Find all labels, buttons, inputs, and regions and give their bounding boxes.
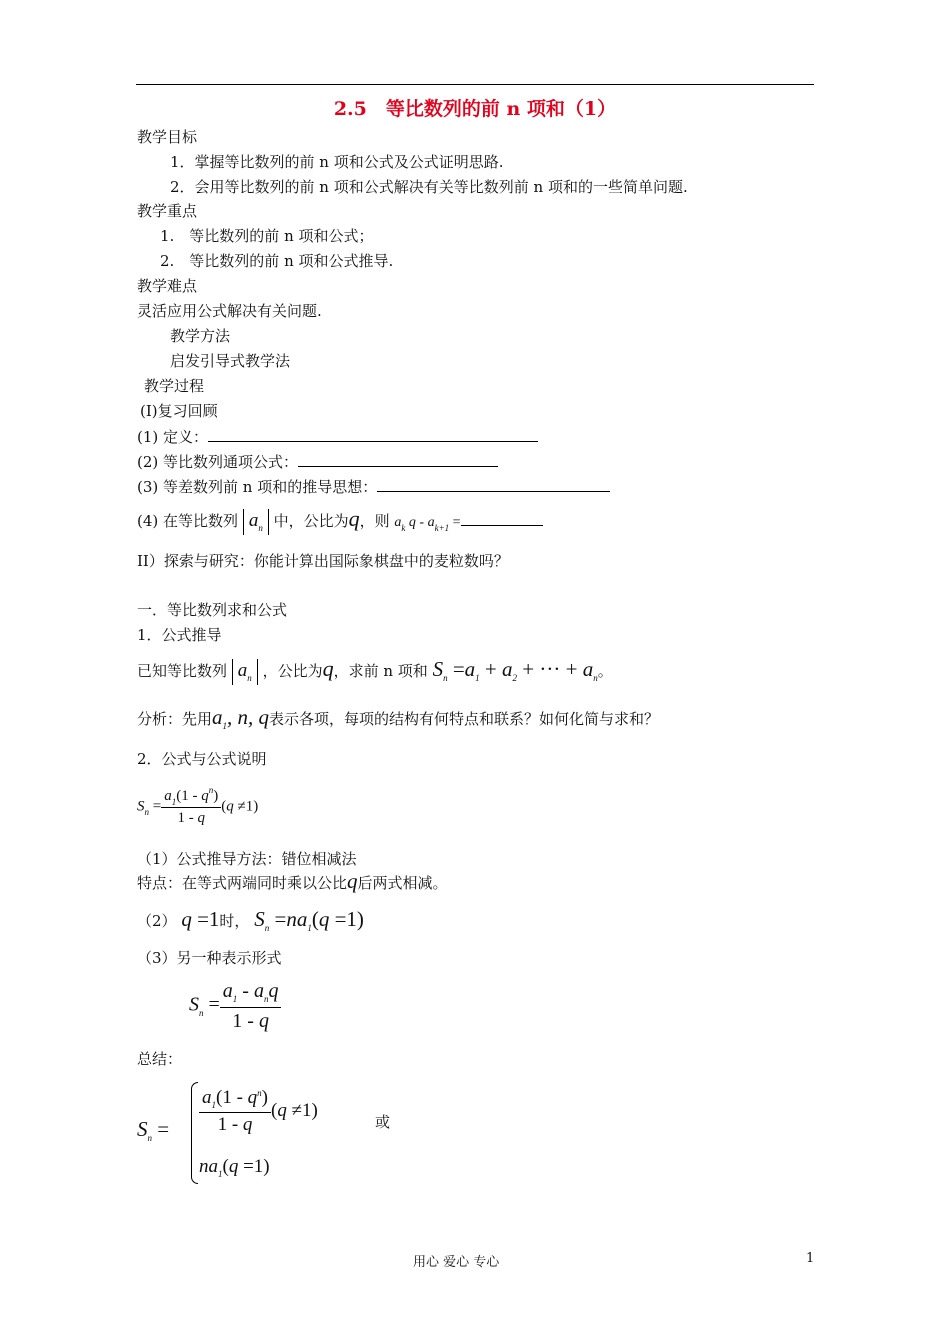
piecewise-fraction: $\frac{a_1(1 - q^n)}{1 - q}$ — [199, 1086, 271, 1137]
subsection-2-heading: 2．公式与公式说明 — [137, 750, 267, 768]
explore-question: II）探索与研究：你能计算出国际象棋盘中的麦粒数吗？ — [137, 552, 509, 570]
feature-q-symbol: q — [347, 869, 358, 893]
goal-item-1: 1．掌握等比数列的前 n 项和公式及公式证明思路. — [170, 153, 504, 171]
section-1-heading: 一．等比数列求和公式 — [137, 601, 288, 619]
page-number: 1 — [806, 1251, 815, 1266]
goal-item-2: 2．会用等比数列的前 n 项和公式解决有关等比数列前 n 项和的一些简单问题. — [170, 178, 688, 196]
note-3: （3）另一种表示形式 — [137, 949, 282, 967]
given-end-mark: 。 — [597, 662, 613, 680]
method-text: 启发引导式教学法 — [170, 352, 291, 370]
partial-sum-formula: $S_n =a_1 + a_2$ + ··· + $a_n$ — [432, 657, 598, 683]
piecewise-case-1: $\frac{a_1(1 - q^n)}{1 - q}$ (q ≠1) — [199, 1086, 318, 1137]
answer-blank-3[interactable] — [377, 477, 610, 492]
section-heading-method: 教学方法 — [170, 327, 231, 345]
sum-formula-fraction: $\frac{a_1(1 - q^n)}{1 - q}$ — [161, 786, 221, 828]
piecewise-brace — [191, 1082, 198, 1184]
analysis-question: 表示各项，每项的结构有何特点和联系？如何化简与求和？ — [269, 710, 660, 728]
subsection-1-heading: 1．公式推导 — [137, 626, 222, 644]
a1-n-q-formula: $a_1$, n, q — [212, 705, 270, 731]
or-text: 或 — [375, 1113, 391, 1131]
sequence-an-formula-2: $a_n$ — [232, 659, 258, 685]
focus-item-1: 1. 等比数列的前 n 项和公式； — [160, 227, 374, 245]
ratio-text: 中，公比为 — [273, 512, 349, 530]
then-text: ，则 — [359, 512, 390, 530]
piecewise-sn-label: $S_n$ = — [137, 1117, 170, 1143]
given-label: 已知等比数列 — [137, 662, 228, 680]
review-question-3 — [137, 477, 610, 496]
ratio-expression-formula: $a_k$ q - $a_{k+1}$ = — [394, 515, 461, 533]
feature-tail: 后两式相减。 — [357, 874, 448, 892]
answer-blank-2[interactable] — [298, 452, 498, 467]
q-equals-1-formula: q =1 — [181, 907, 220, 931]
difficulty-text: 灵活应用公式解决有关问题. — [137, 302, 322, 320]
analysis-label: 分析：先用 — [137, 710, 213, 728]
given-sum-text: ，求前 n 项和 — [333, 662, 428, 680]
answer-blank-1[interactable] — [208, 427, 538, 442]
review-question-1-label: (1) 定义： — [137, 428, 209, 446]
review-question-2 — [137, 452, 498, 471]
section-heading-focus: 教学重点 — [137, 202, 198, 220]
analysis-statement — [137, 704, 659, 734]
sum-formula-main: $S_n$ = $\frac{a_1(1 - q^n)}{1 - q}$ (q ≠1) — [137, 785, 259, 826]
section-heading-goals: 教学目标 — [137, 128, 198, 146]
review-question-2-label: (2) 等比数列通项公式： — [137, 453, 299, 471]
answer-blank-4[interactable] — [461, 511, 543, 526]
alt-formula-fraction: $\frac{a_1 - a_nq}{1 - q}$ — [220, 978, 282, 1034]
section-heading-difficulty: 教学难点 — [137, 277, 198, 295]
review-question-3-label: (3) 等差数列前 n 项和的推导思想： — [137, 478, 378, 496]
feature-label: 特点：在等式两端同时乘以公比 — [137, 874, 348, 892]
given-statement — [137, 655, 613, 687]
review-question-4-label: (4) 在等比数列 — [137, 512, 239, 530]
summary-label: 总结： — [137, 1050, 183, 1068]
piecewise-case-2: $na_1(q =1)$ — [199, 1156, 270, 1179]
sequence-an-formula: $a_n$ — [243, 509, 269, 535]
footer-slogan: 用心 爱心 专心 — [413, 1255, 500, 1270]
note-2-label: （2） — [137, 912, 177, 930]
review-question-4 — [137, 506, 543, 536]
given-q-symbol: q — [322, 656, 334, 681]
sum-formula-alternative: $S_n$ = $\frac{a_1 - a_nq}{1 - q}$ — [189, 978, 281, 1034]
top-rule — [136, 84, 814, 85]
note-2-when: 时， — [219, 912, 250, 930]
section-heading-process: 教学过程 — [144, 377, 205, 395]
sum-when-q1-formula: $S_n =na_1(q =1)$ — [254, 907, 364, 933]
feature-statement — [137, 869, 448, 893]
note-2 — [137, 906, 364, 936]
review-heading: (I)复习回顾 — [140, 402, 218, 420]
ratio-q-symbol: q — [348, 506, 360, 531]
focus-item-2: 2. 等比数列的前 n 项和公式推导. — [160, 252, 394, 270]
review-question-1 — [137, 427, 538, 446]
given-ratio-text: ，公比为 — [262, 662, 323, 680]
page-title: 2.5 等比数列的前 n 项和（1） — [333, 98, 617, 120]
note-1: （1）公式推导方法：错位相减法 — [137, 850, 357, 868]
